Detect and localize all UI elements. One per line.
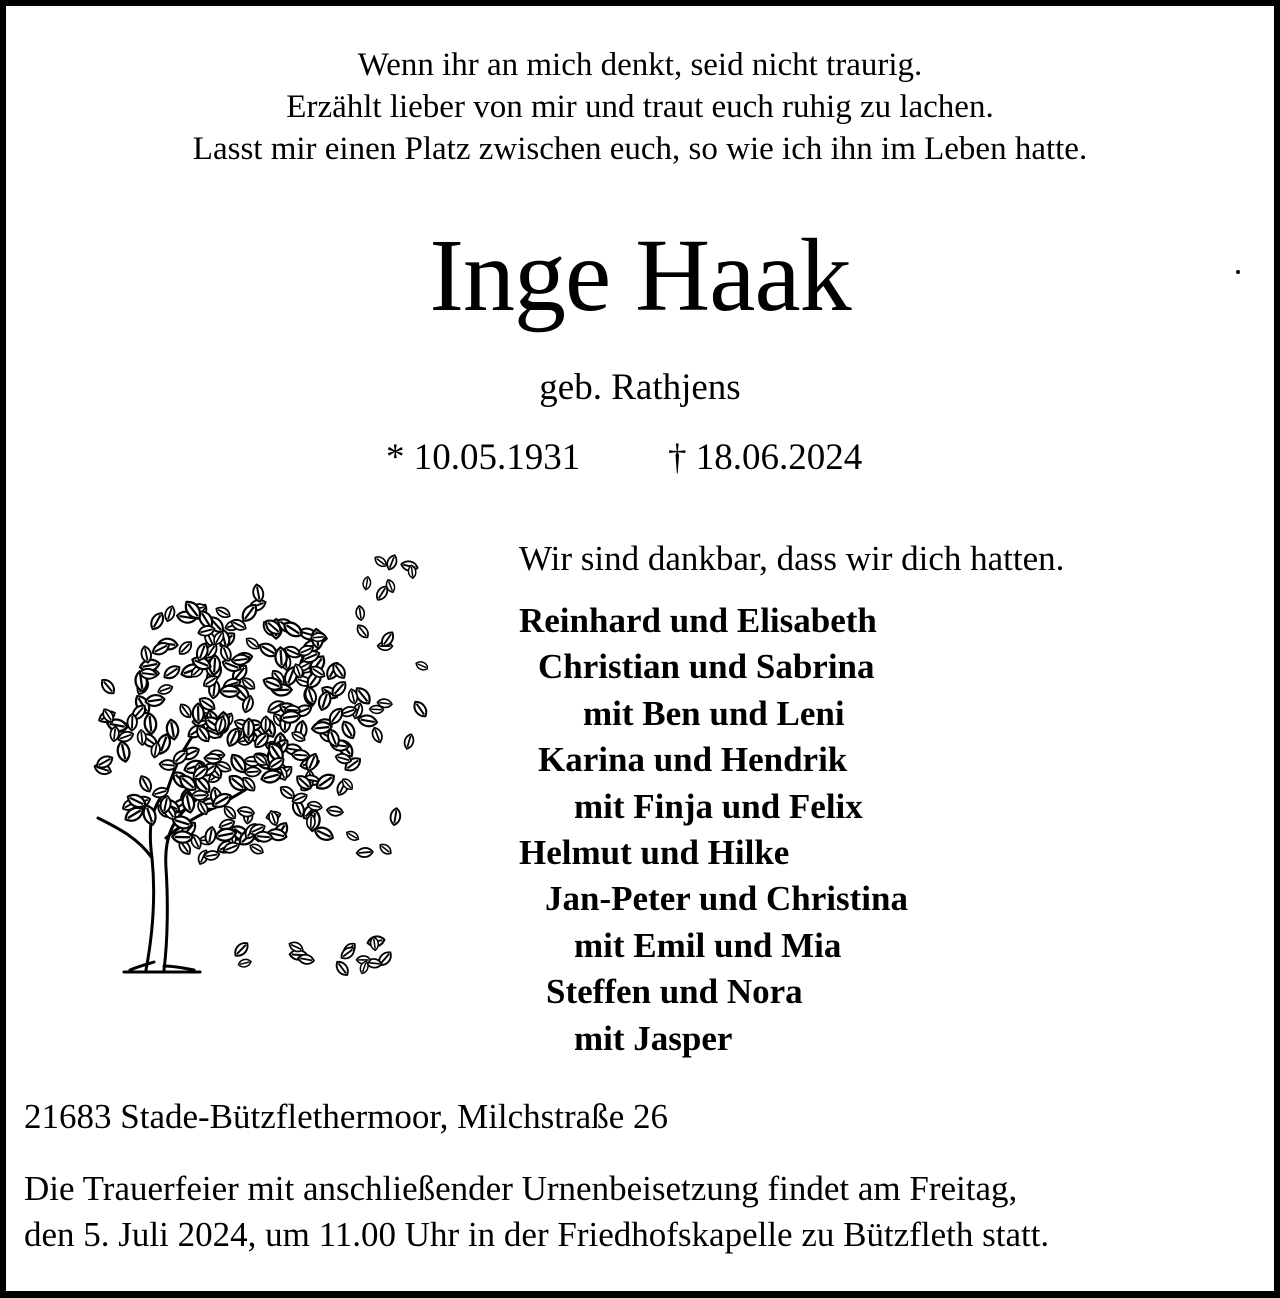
poem <box>0 44 1280 170</box>
ceremony-info <box>24 1166 1049 1258</box>
list-item: mit Finja und Felix <box>574 786 863 826</box>
list-item: mit Emil und Mia <box>574 925 842 965</box>
list-item: Jan-Peter und Christina <box>545 879 908 919</box>
deceased-name: Inge Haak <box>429 218 851 333</box>
wind-blown-tree-icon <box>68 538 428 978</box>
poem-line: Wenn ihr an mich denkt, seid nicht traurig. <box>357 47 923 83</box>
list-item: Steffen und Nora <box>546 972 803 1012</box>
birth-date: * 10.05.1931 <box>386 437 581 478</box>
list-item: Christian und Sabrina <box>538 647 875 687</box>
list-item: Reinhard und Elisabeth <box>519 601 877 640</box>
maiden-name: geb. Rathjens <box>539 367 741 408</box>
list-item: mit Ben und Leni <box>583 693 845 733</box>
poem-line: Erzählt lieber von mir und traut euch ruhig zu lachen. <box>286 89 994 125</box>
list-item: Karina und Hendrik <box>538 740 848 780</box>
mourners-list <box>519 598 908 1062</box>
poem-line: Lasst mir einen Platz zwischen euch, so wie ich ihn im Leben hatte. <box>192 131 1088 167</box>
family-address: 21683 Stade-Bützflethermoor, Milchstraße 26 <box>24 1097 668 1136</box>
ceremony-line: Die Trauerfeier mit anschließender Urnenbeisetzung findet am Freitag, <box>24 1169 1018 1208</box>
ceremony-line: den 5. Juli 2024, um 11.00 Uhr in der Friedhofskapelle zu Bützfleth statt. <box>24 1215 1050 1254</box>
mourners-intro: Wir sind dankbar, dass wir dich hatten. <box>519 539 1065 578</box>
list-item: mit Jasper <box>574 1018 733 1058</box>
death-date: † 18.06.2024 <box>668 437 863 478</box>
list-item: Helmut und Hilke <box>519 833 790 873</box>
